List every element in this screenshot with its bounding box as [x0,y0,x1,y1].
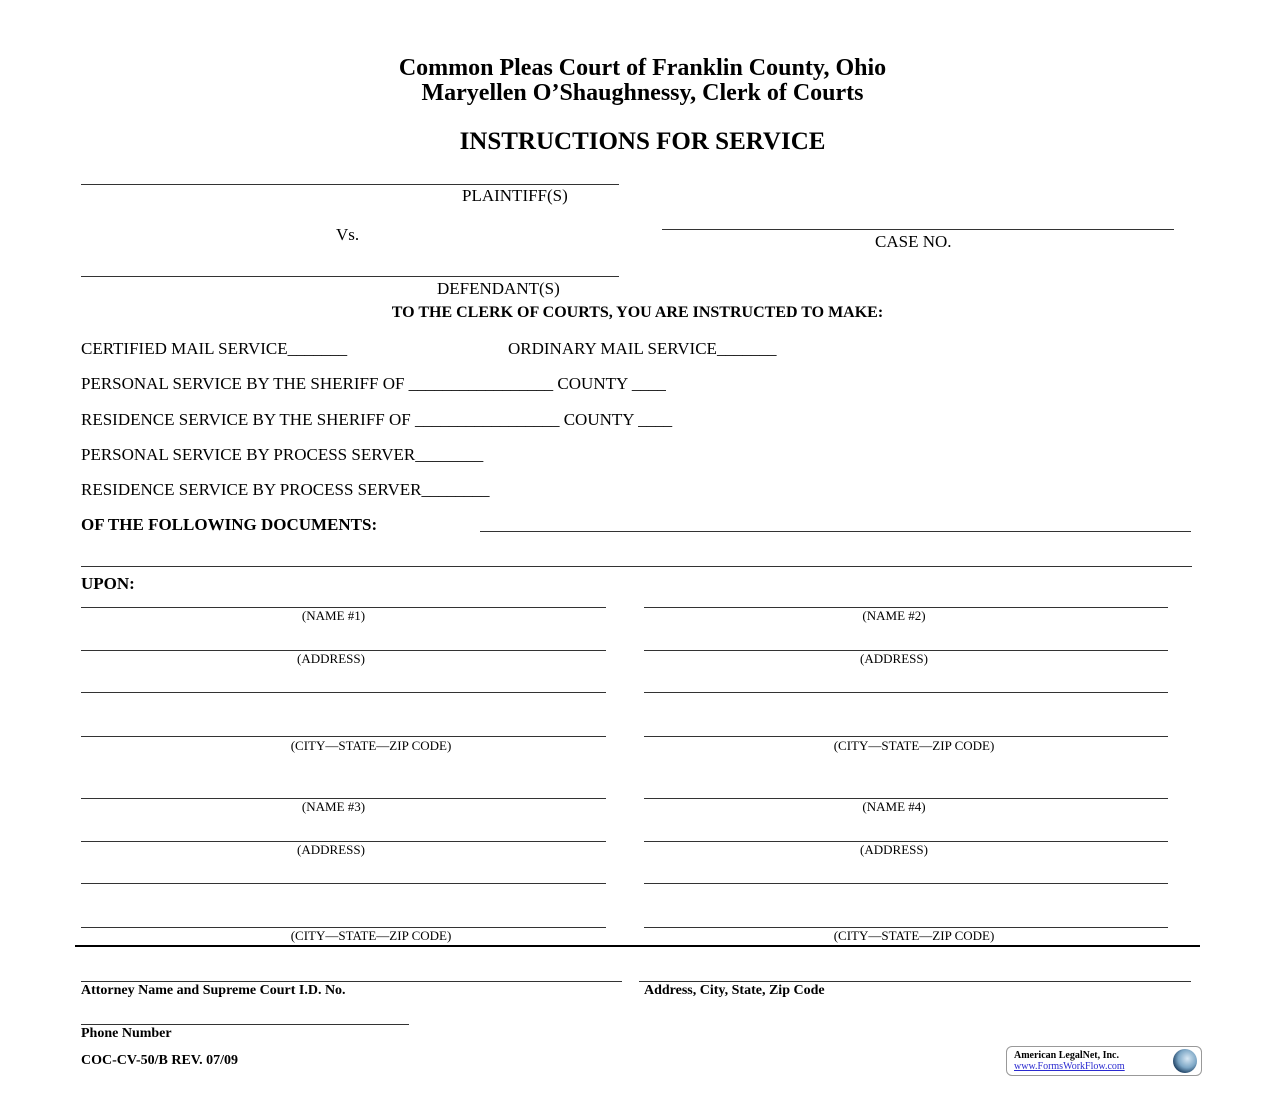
address-1-label: (ADDRESS) [297,651,365,666]
address-4-line-2[interactable] [644,883,1168,884]
publisher-name: American LegalNet, Inc. [1014,1050,1119,1061]
attorney-label: Attorney Name and Supreme Court I.D. No. [81,983,346,998]
address-2-line-2[interactable] [644,692,1168,693]
form-number: COC-CV-50/B REV. 07/09 [81,1053,238,1068]
upon-label: UPON: [81,574,135,593]
vs-label: Vs. [336,225,360,244]
defendant-label: DEFENDANT(S) [437,279,560,298]
address-1-line-2[interactable] [81,692,606,693]
certified-mail-option[interactable]: CERTIFIED MAIL SERVICE_______ [81,339,348,358]
name-4-label: (NAME #4) [862,799,926,814]
attorney-address-line[interactable] [639,981,1191,982]
phone-line[interactable] [81,1024,409,1025]
personal-sheriff-option[interactable]: PERSONAL SERVICE BY THE SHERIFF OF _________________ COUNTY ____ [81,374,666,393]
city-2-line[interactable] [644,736,1168,737]
globe-icon [1173,1049,1197,1073]
publisher-logo [1006,1046,1202,1076]
court-name: Common Pleas Court of Franklin County, Ohio [398,55,887,81]
attorney-address-label: Address, City, State, Zip Code [644,983,825,998]
city-2-label: (CITY—STATE—ZIP CODE) [833,738,995,753]
phone-label: Phone Number [81,1026,172,1041]
defendant-input[interactable] [81,257,623,277]
clerk-name: Maryellen O’Shaughnessy, Clerk of Courts [421,80,864,106]
residence-process-option[interactable]: RESIDENCE SERVICE BY PROCESS SERVER________ [81,480,490,499]
case-no-label: CASE NO. [875,232,952,251]
documents-line-1[interactable] [480,531,1191,532]
personal-process-option[interactable]: PERSONAL SERVICE BY PROCESS SERVER________ [81,445,484,464]
address-2-label: (ADDRESS) [860,651,928,666]
case-no-input[interactable] [662,210,1178,230]
address-3-label: (ADDRESS) [297,842,365,857]
section-divider [75,945,1200,947]
attorney-line[interactable] [81,981,622,982]
address-3-line-2[interactable] [81,883,606,884]
plaintiff-input[interactable] [81,165,623,185]
name-1-label: (NAME #1) [301,608,366,623]
address-4-label: (ADDRESS) [860,842,928,857]
documents-label: OF THE FOLLOWING DOCUMENTS: [81,515,378,534]
ordinary-mail-option[interactable]: ORDINARY MAIL SERVICE_______ [508,339,777,358]
instructions-heading: TO THE CLERK OF COURTS, YOU ARE INSTRUCTED TO MAKE: [391,304,884,321]
name-2-label: (NAME #2) [862,608,926,623]
city-4-label: (CITY—STATE—ZIP CODE) [833,928,995,943]
city-3-label: (CITY—STATE—ZIP CODE) [290,928,452,943]
plaintiff-label: PLAINTIFF(S) [462,186,568,205]
city-1-line[interactable] [81,736,606,737]
residence-sheriff-option[interactable]: RESIDENCE SERVICE BY THE SHERIFF OF _________________ COUNTY ____ [81,410,673,429]
form-title: INSTRUCTIONS FOR SERVICE [459,128,826,155]
name-3-label: (NAME #3) [301,799,366,814]
city-1-label: (CITY—STATE—ZIP CODE) [290,738,452,753]
documents-line-2[interactable] [81,566,1192,567]
publisher-link[interactable]: www.FormsWorkFlow.com [1014,1061,1125,1072]
